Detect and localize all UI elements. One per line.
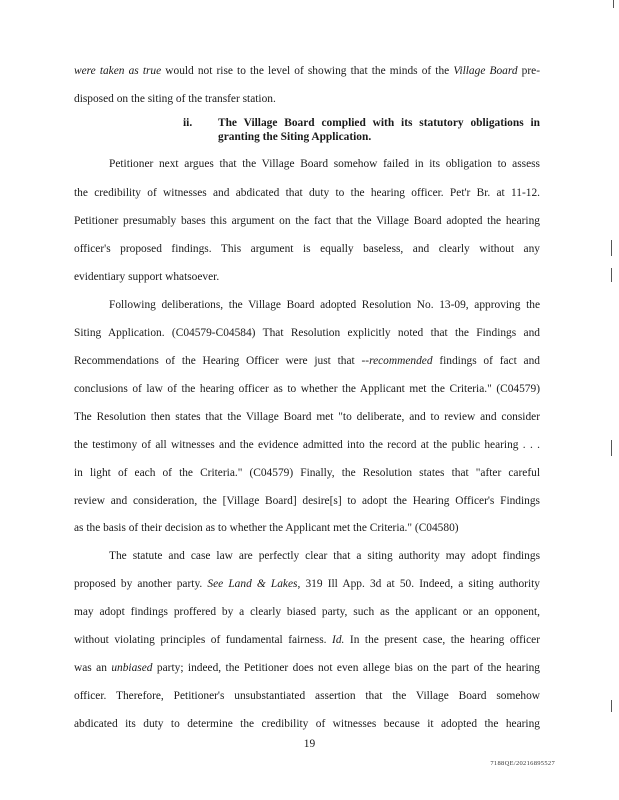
italic-text: were taken as true [74,65,162,77]
text-run: the testimony of all witnesses and the evidence admitted into the record at the public hearing . . . [74,439,540,451]
italic-text: Village Board [453,65,518,77]
text-line [74,494,540,508]
text-run: The Resolution then states that the Village Board met "to deliberate, and to review and consider [74,411,540,423]
text-line [74,661,540,675]
italic-text: recommended [369,355,433,367]
text-line [74,466,540,480]
text-run: abdicated its duty to determine the credibility of witnesses because it adopted the hearing [74,718,540,730]
text-run: as the basis of their decision as to whether the Applicant met the Criteria." (C04580) [74,522,459,534]
text-run: Recommendations of the Hearing Officer were just that -- [74,355,370,367]
text-line [74,689,540,703]
text-run: Following deliberations, the Village Board adopted Resolution No. 13-09, approving the [109,299,540,311]
text-run: Petitioner presumably bases this argument on the fact that the Village Board adopted the hearing [74,215,540,227]
text-line [109,298,540,312]
section-heading-line-1: The Village Board complied with its statutory obligations in [218,117,540,129]
text-line [74,242,540,256]
text-run: evidentiary support whatsoever. [74,271,220,283]
text-run: officer's proposed findings. This argument is equally baseless, and clearly without any [74,243,540,255]
text-line [74,354,540,368]
italic-text: See Land & Lakes [207,578,298,590]
scan-mark [611,240,612,256]
text-run: without violating principles of fundamental fairness. [74,634,333,646]
text-run: would not rise to the level of showing that the minds of the [161,65,454,77]
text-line [74,521,540,535]
text-run: may adopt findings proffered by a clearly biased party, such as the applicant or an opponent, [74,606,540,618]
text-run: disposed on the siting of the transfer station. [74,93,276,105]
text-line [74,270,540,284]
text-run: Petitioner next argues that the Village Board somehow failed in its obligation to assess [109,158,540,170]
text-run: pre- [517,65,540,77]
text-run: conclusions of law of the hearing officer as to whether the Applicant met the Criteria." (C04579) [74,383,540,395]
scan-mark [613,0,614,8]
text-run: The statute and case law are perfectly clear that a siting authority may adopt findings [109,550,540,562]
text-run: In the present case, the hearing officer [344,634,540,646]
italic-text: Id. [332,634,345,646]
text-run: the credibility of witnesses and abdicated that duty to the hearing officer. Pet'r Br. at 11-12. [74,187,540,199]
text-line [74,92,540,106]
text-run: Siting Application. (C04579-C04584) That Resolution explicitly noted that the Findings and [74,327,540,339]
text-run: was an [74,662,112,674]
text-line [74,64,540,78]
italic-text: unbiased [111,662,153,674]
bates-stamp: 7188QE/20216895527 [490,760,555,767]
text-run: officer. Therefore, Petitioner's unsubstantiated assertion that the Village Board somehow [74,690,540,702]
text-run: in light of each of the Criteria." (C04579) Finally, the Resolution states that "after careful [74,467,540,479]
text-line [74,410,540,424]
text-run: findings of fact and [432,355,540,367]
text-line [74,717,540,731]
section-heading-line-2: granting the Siting Application. [218,131,372,143]
text-line [109,549,540,563]
text-line [74,633,540,647]
scan-mark [611,440,612,456]
text-line [74,326,540,340]
text-line [74,605,540,619]
text-line [74,382,540,396]
text-run: proposed by another party. [74,578,208,590]
text-run: party; indeed, the Petitioner does not even allege bias on the part of the hearing [152,662,541,674]
text-line [109,157,540,171]
text-line [74,186,540,200]
page-number: 19 [303,738,316,750]
scan-mark [611,268,612,282]
text-line [74,577,540,591]
section-number: ii. [183,117,193,129]
text-line [74,214,540,228]
text-run: , 319 Ill App. 3d at 50. Indeed, a siting authority [297,578,540,590]
text-run: review and consideration, the [Village Board] desire[s] to adopt the Hearing Officer's Findings [74,495,540,507]
scan-mark [611,700,612,712]
text-line [74,438,540,452]
